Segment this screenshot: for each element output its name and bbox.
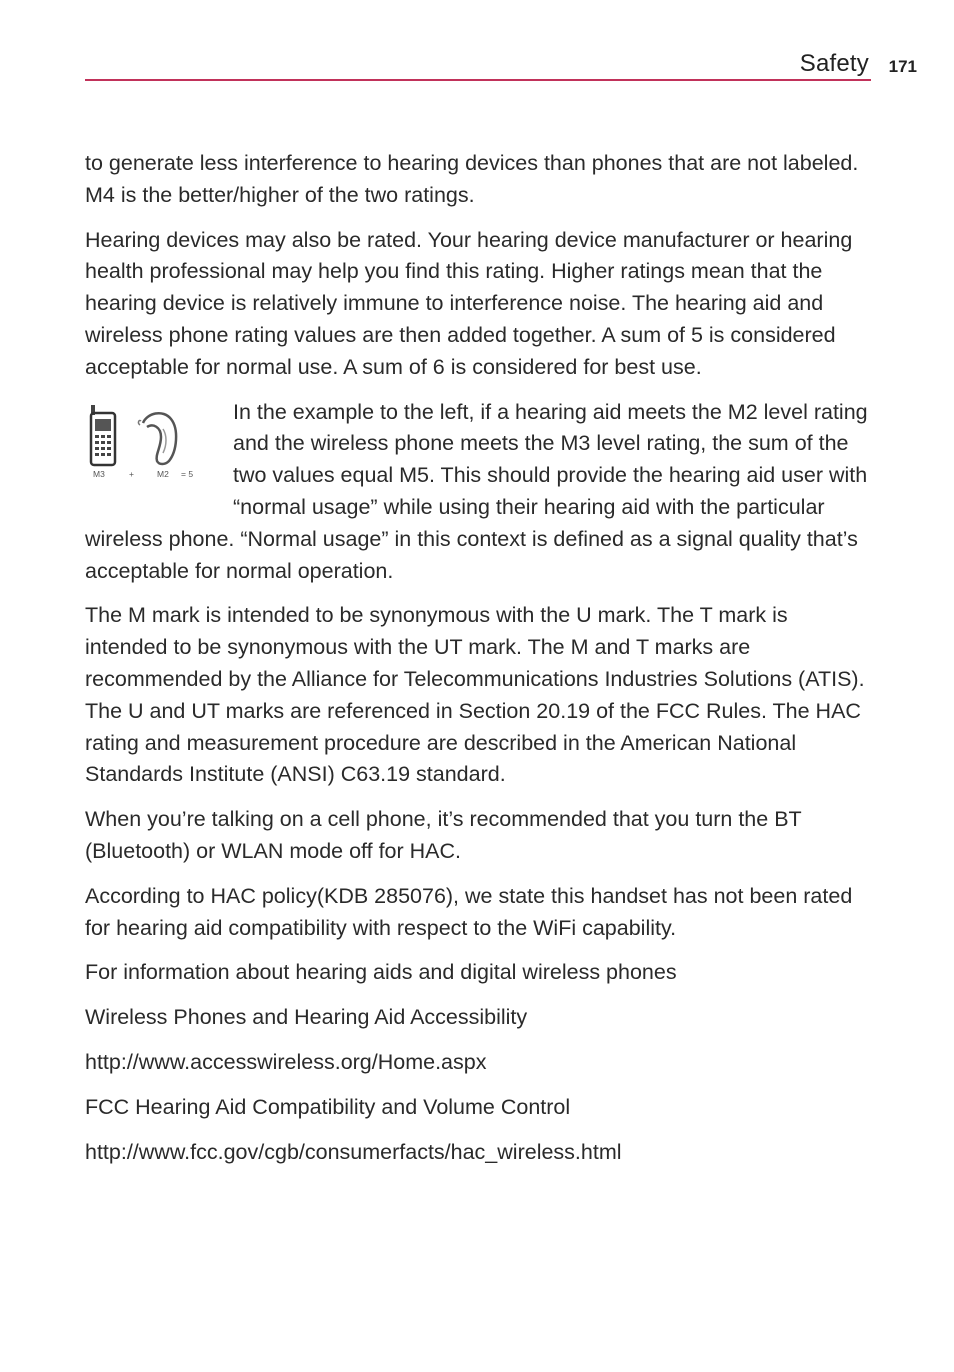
header-rule bbox=[85, 79, 871, 81]
paragraph-hearing-devices: Hearing devices may also be rated. Your hearing device manufacturer or hearing health professional may help you find this rating. Higher ratings mean that the hearing device is relatively immune to interference noise. The hearing aid and wireless phone rating values are then added together. A sum of 5 is considered acceptable for normal use. A sum of 6 is considered for best use. bbox=[85, 227, 853, 379]
caption-equals: = 5 bbox=[181, 468, 194, 479]
caption-m2: M2 bbox=[157, 468, 169, 479]
paragraph-rating-intro: to generate less interference to hearing devices than phones that are not labeled. M4 is the better/higher of the two ratings. bbox=[85, 151, 859, 207]
page-header bbox=[85, 46, 917, 86]
page-content bbox=[85, 148, 875, 1181]
paragraph-fcc-hac: FCC Hearing Aid Compatibility and Volume Control bbox=[85, 1094, 571, 1119]
hearing-aid-icon bbox=[138, 413, 176, 464]
caption-plus: + bbox=[129, 468, 134, 479]
caption-m3: M3 bbox=[93, 468, 105, 479]
paragraph-accessibility: Wireless Phones and Hearing Aid Accessibility bbox=[85, 1005, 528, 1030]
cell-phone-icon bbox=[91, 405, 115, 465]
link-fcc[interactable]: http://www.fcc.gov/cgb/consumerfacts/hac_wireless.html bbox=[85, 1139, 622, 1164]
paragraph-marks: The M mark is intended to be synonymous with the U mark. The T mark is intended to be synonymous with the UT mark. The M and T marks are recommended by the Alliance for Telecommunications Industries Solutions (ATIS). The U and UT marks are referenced in Section 20.19 of the FCC Rules. The HAC rating and measurement procedure are described in the American National Standards Institute (ANSI) C63.19 standard. bbox=[85, 603, 865, 787]
example-section bbox=[85, 397, 875, 601]
page-number: 171 bbox=[888, 57, 917, 76]
hac-example-figure bbox=[85, 399, 209, 487]
paragraph-hac-policy: According to HAC policy(KDB 285076), we state this handset has not been rated for hearing aid compatibility with respect to the WiFi capability. bbox=[85, 883, 853, 940]
paragraph-info: For information about hearing aids and digital wireless phones bbox=[85, 960, 677, 985]
paragraph-example: In the example to the left, if a hearing aid meets the M2 level rating and the wireless phone meets the M3 level rating, the sum of the two values equal M5. This should provide the hearing aid user with “normal usage” while using their hearing aid with the particular wireless phone. “Normal usage” in this context is defined as a signal quality that’s acceptable for normal operation. bbox=[85, 399, 868, 583]
paragraph-bluetooth: When you’re talking on a cell phone, it’s recommended that you turn the BT (Bluetooth) or WLAN mode off for HAC. bbox=[85, 807, 802, 863]
link-accesswireless[interactable]: http://www.accesswireless.org/Home.aspx bbox=[85, 1049, 487, 1074]
section-title: Safety bbox=[799, 50, 869, 77]
